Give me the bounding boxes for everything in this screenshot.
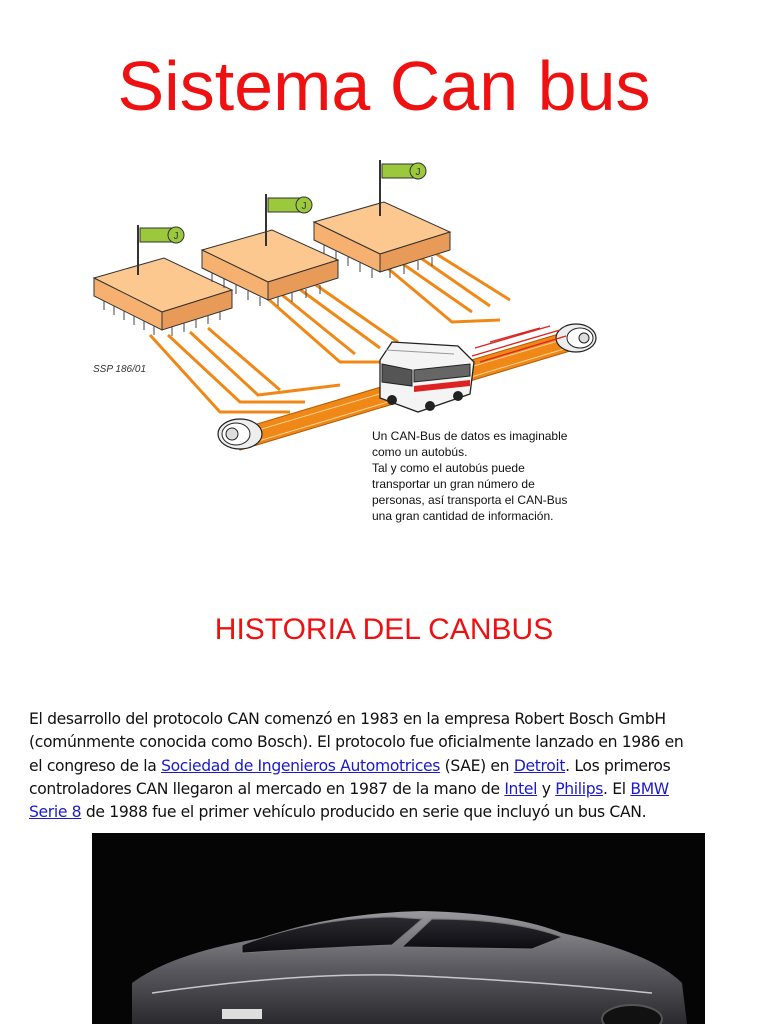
bmw-car-photo: [92, 833, 705, 1024]
paragraph-text: (comúnmente conocida como Bosch). El protocolo fue oficialmente lanzado en 1986 en: [29, 733, 684, 752]
control-unit-1: [94, 225, 232, 336]
caption-line: transportar un gran número de: [372, 477, 535, 491]
link-intel[interactable]: Intel: [504, 779, 538, 798]
link-philips[interactable]: Philips: [555, 779, 604, 798]
ssp-label: SSP 186/01: [93, 364, 147, 375]
paragraph-text: (SAE) en: [440, 756, 514, 775]
right-roller: [556, 324, 596, 352]
paragraph-text: El desarrollo del protocolo CAN comenzó en 1983 en la empresa Robert Bosch GmbH: [29, 710, 666, 728]
flag-letter-1: J: [173, 231, 179, 242]
flag-letter-3: J: [415, 167, 421, 178]
caption-line: como un autobús.: [372, 445, 468, 459]
link-detroit[interactable]: Detroit: [513, 756, 566, 775]
page-title: Sistema Can bus: [117, 47, 651, 125]
flag-letter-2: J: [301, 201, 307, 212]
paragraph-text: . Los primeros: [565, 756, 671, 775]
paragraph-text: y: [537, 779, 556, 798]
history-paragraph: [29, 708, 749, 824]
caption-line: una gran cantidad de información.: [372, 509, 554, 523]
bus-vehicle: [380, 342, 474, 412]
left-roller: [218, 419, 262, 449]
paragraph-text: de 1988 fue el primer vehículo producido en serie que incluyó un bus CAN.: [81, 803, 647, 822]
can-bus-illustration: [80, 150, 620, 530]
paragraph-text: . El: [603, 779, 631, 798]
link-serie-8[interactable]: Serie 8: [29, 803, 82, 822]
link-bmw[interactable]: BMW: [630, 779, 669, 798]
caption-line: Tal y como el autobús puede: [372, 461, 525, 475]
caption-line: personas, así transporta el CAN-Bus: [372, 493, 568, 507]
car-image: [92, 833, 705, 1024]
figure-caption: [372, 428, 602, 524]
paragraph-text: controladores CAN llegaron al mercado en 1987 de la mano de: [29, 779, 505, 798]
link-sae[interactable]: Sociedad de Ingenieros Automotrices: [161, 756, 441, 775]
section-heading: HISTORIA DEL CANBUS: [214, 613, 554, 646]
caption-line: Un CAN-Bus de datos es imaginable: [372, 429, 568, 443]
paragraph-text: el congreso de la: [29, 756, 162, 775]
